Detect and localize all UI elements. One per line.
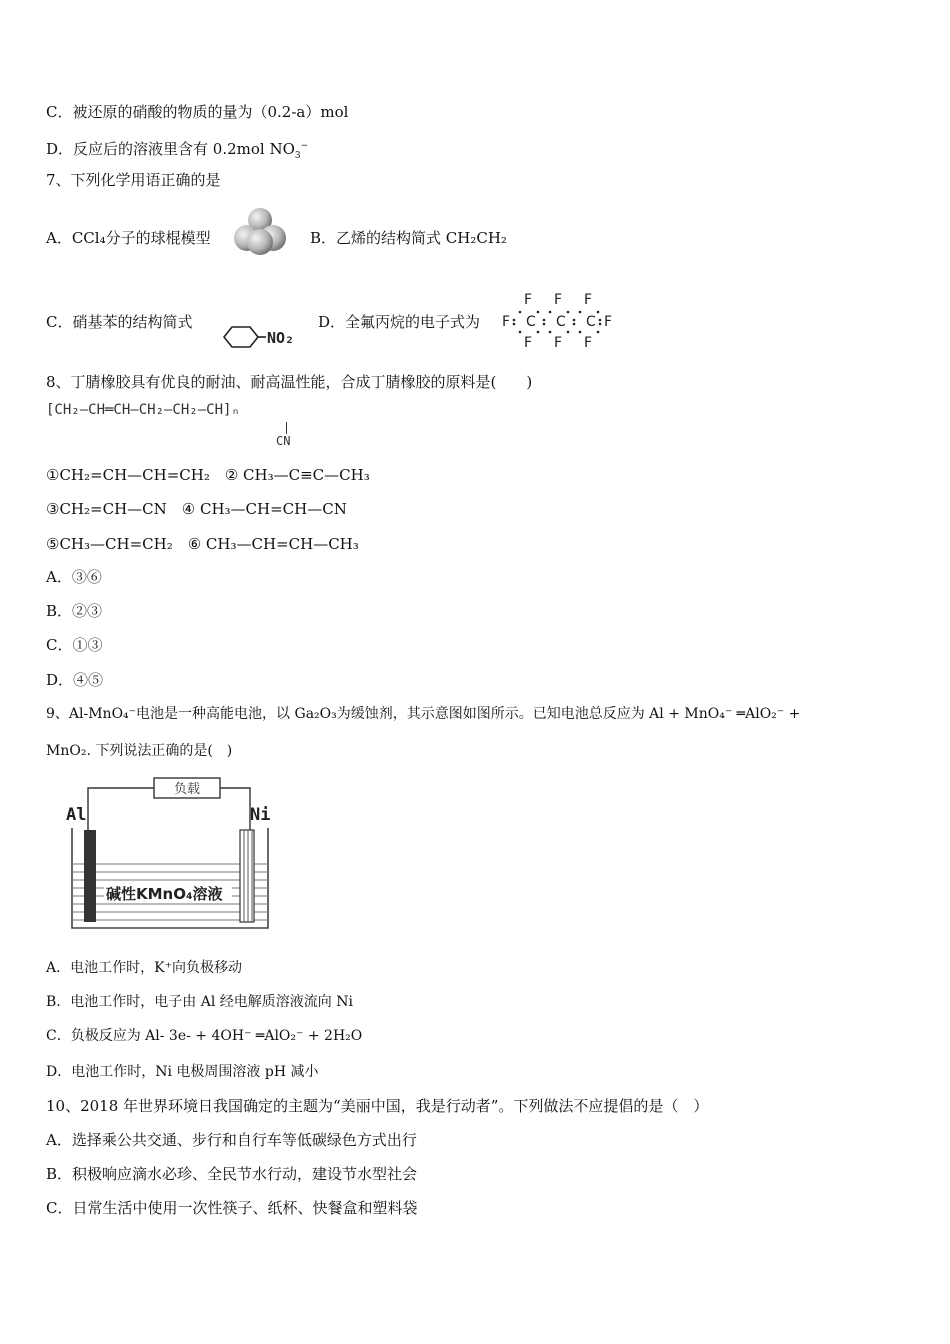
q8-option-b: B．②③ [46,602,103,620]
load-label: 负载 [173,782,201,797]
q6-option-d-text: D．反应后的溶液里含有 0.2mol NO [46,140,295,158]
ni-label: Ni [250,805,271,825]
f-atom: F [524,335,533,350]
q8-monomers-2: ③CH₂=CH—CN ④ CH₃—CH=CH—CN [46,500,347,518]
q8-option-a: A．③⑥ [46,568,102,586]
f-atom: F [524,292,533,308]
f-atom: F [502,314,511,330]
solution-label: 碱性KMnO₄溶液 [106,885,223,903]
q7-option-d: D．全氟丙烷的电子式为 [318,313,481,331]
q9-option-c: C．负极反应为 Al- 3e- + 4OH⁻ ═AlO₂⁻ + 2H₂O [46,1028,363,1044]
cn-bond [286,422,287,434]
q8-monomers-1: ①CH₂=CH—CH=CH₂ ② CH₃—C≡C—CH₃ [46,466,370,484]
q8-stem: 8、丁腈橡胶具有优良的耐油、耐高温性能，合成丁腈橡胶的原料是( ) [46,373,533,391]
q10-option-b: B．积极响应滴水必珍、全民节水行动，建设节水型社会 [46,1165,418,1183]
q6-option-d [46,136,308,166]
c-atom: C [526,314,536,330]
q10-stem: 10、2018 年世界环境日我国确定的主题为“美丽中国，我是行动者”。下列做法不应提倡的是（ ） [46,1097,709,1115]
polymer-chain: [CH₂—CH═CH—CH₂—CH₂—CH]ₙ [46,402,240,418]
q8-monomers-3: ⑤CH₃—CH=CH₂ ⑥ CH₃—CH=CH—CH₃ [46,535,359,553]
f-atom: F [604,314,613,330]
al-electrode [84,830,96,922]
nitro-group-label: NO₂ [267,329,295,347]
q7-stem: 7、下列化学用语正确的是 [46,171,221,189]
f-atom: F [554,292,563,308]
q9-option-d: D．电池工作时，Ni 电极周围溶液 pH 减小 [46,1064,319,1080]
q7-option-b: B．乙烯的结构简式 CH₂CH₂ [310,229,507,247]
battery-diagram [64,772,284,934]
q8-option-d: D．④⑤ [46,671,104,689]
q9-option-b: B．电池工作时，电子由 Al 经电解质溶液流向 Ni [46,994,353,1010]
f-atom: F [584,292,593,308]
q9-option-a: A．电池工作时，K⁺向负极移动 [46,960,242,976]
f-atom: F [584,335,593,350]
q8-option-c: C．①③ [46,636,103,654]
q6-option-d-sub: 3 [294,151,301,161]
ccl4-ball-model-image [232,206,288,258]
q7-option-a: A．CCl₄分子的球棍模型 [46,229,211,247]
container [72,828,268,928]
q9-stem-line2: MnO₂. 下列说法正确的是( ) [46,743,233,759]
q6-option-d-sup: − [300,141,309,151]
perfluoropropane-electron-formula [500,290,618,350]
f-atom: F [554,335,563,350]
q10-option-c: C．日常生活中使用一次性筷子、纸杯、快餐盒和塑料袋 [46,1199,418,1217]
q6-option-c: C．被还原的硝酸的物质的量为（0.2-a）mol [46,103,349,121]
ni-electrode [240,830,254,922]
c-atom: C [586,314,596,330]
nitrile-rubber-structure [46,402,326,450]
q7-option-c: C．硝基苯的结构简式 [46,313,193,331]
al-label: Al [66,805,87,825]
nitrobenzene-structure [220,324,302,350]
q9-stem-line1: 9、Al-MnO₄⁻电池是一种高能电池，以 Ga₂O₃为缓蚀剂，其示意图如图所示。已知电池总反应为 Al + MnO₄⁻ ═AlO₂⁻ + [46,706,801,722]
q10-option-a: A．选择乘公共交通、步行和自行车等低碳绿色方式出行 [46,1131,417,1149]
c-atom: C [556,314,566,330]
cn-group: CN [276,434,291,448]
